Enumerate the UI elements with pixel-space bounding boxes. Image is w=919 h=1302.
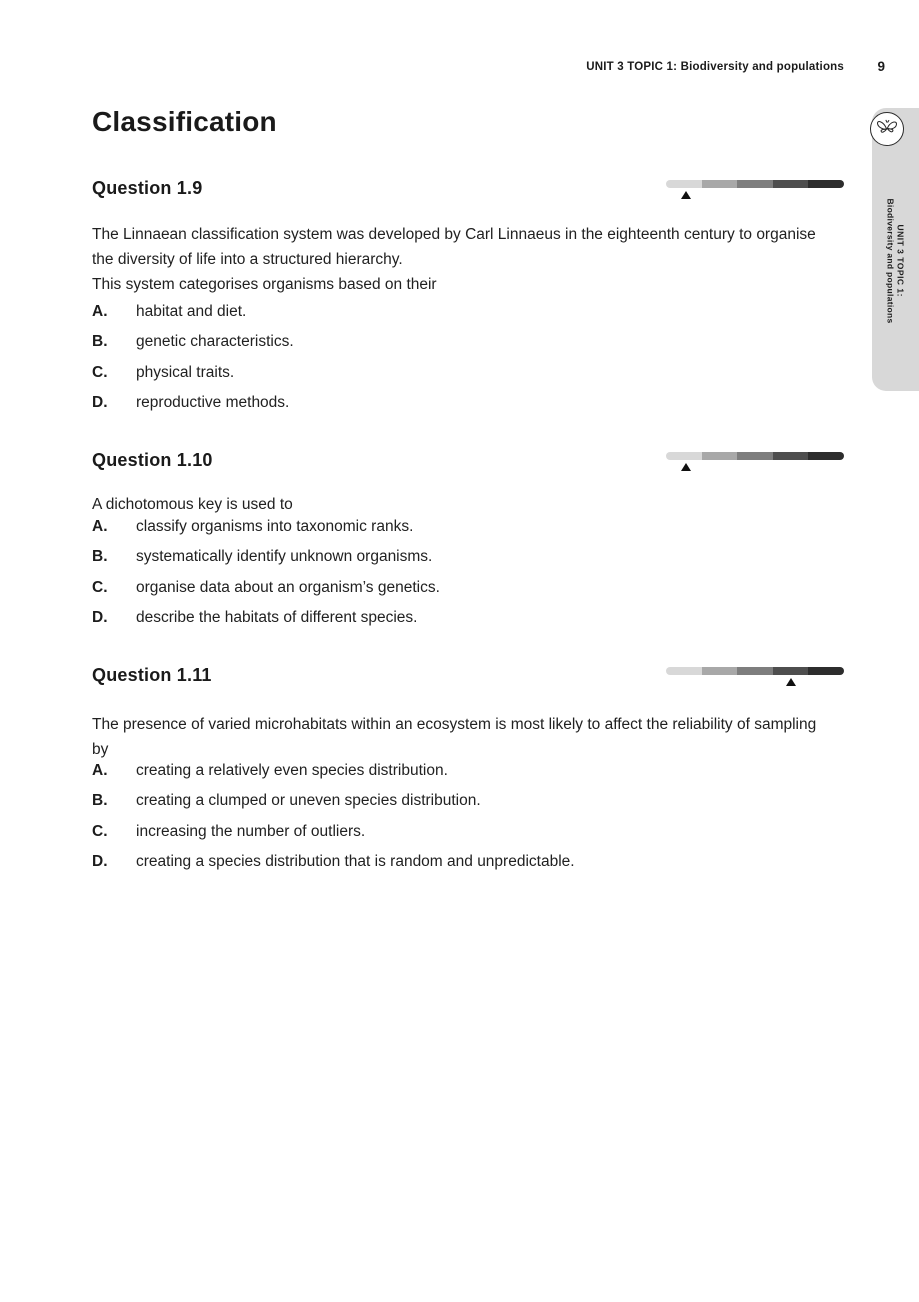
option-text: describe the habitats of different species. bbox=[136, 609, 418, 627]
question-1-10-section bbox=[92, 450, 844, 650]
option-letter: B. bbox=[92, 548, 108, 566]
chapter-tab bbox=[872, 108, 919, 391]
difficulty-bar-segments bbox=[666, 452, 844, 460]
option-letter: D. bbox=[92, 394, 108, 412]
option-row-b bbox=[92, 548, 844, 578]
option-row-d bbox=[92, 853, 844, 883]
option-text: creating a relatively even species distribution. bbox=[136, 762, 448, 779]
option-text: classify organisms into taxonomic ranks. bbox=[136, 518, 414, 535]
difficulty-bar bbox=[666, 452, 844, 460]
difficulty-marker-icon bbox=[681, 463, 691, 471]
option-letter: B. bbox=[92, 792, 108, 810]
question-heading: Question 1.10 bbox=[92, 450, 213, 470]
option-text: creating a species distribution that is random and unpredictable. bbox=[136, 853, 575, 871]
option-letter: C. bbox=[92, 578, 108, 596]
option-letter: B. bbox=[92, 333, 108, 351]
chapter-tab-line2: Biodiversity and populations bbox=[885, 198, 896, 324]
difficulty-marker-icon bbox=[786, 678, 796, 686]
question-paragraph: This system categorises organisms based on their bbox=[92, 276, 437, 293]
option-text: habitat and diet. bbox=[136, 303, 247, 320]
option-row-b bbox=[92, 792, 844, 822]
difficulty-bar-segments bbox=[666, 667, 844, 675]
option-text: genetic characteristics. bbox=[136, 333, 294, 351]
options-list bbox=[92, 518, 844, 640]
difficulty-bar-segments bbox=[666, 180, 844, 188]
difficulty-bar bbox=[666, 180, 844, 188]
option-text: systematically identify unknown organisms. bbox=[136, 548, 433, 566]
option-row-c bbox=[92, 364, 844, 394]
option-row-d bbox=[92, 394, 844, 424]
option-row-c bbox=[92, 579, 844, 609]
question-paragraph: The presence of varied microhabitats within an ecosystem is most likely to affect the reliability of sampling by bbox=[92, 716, 817, 758]
option-text: creating a clumped or uneven species distribution. bbox=[136, 792, 481, 810]
chapter-tab-label bbox=[886, 198, 906, 323]
option-row-a bbox=[92, 303, 844, 333]
option-text: increasing the number of outliers. bbox=[136, 822, 366, 840]
option-row-a bbox=[92, 518, 844, 548]
difficulty-marker-icon bbox=[681, 191, 691, 199]
running-header: UNIT 3 TOPIC 1: Biodiversity and populations bbox=[586, 61, 844, 73]
option-letter: A. bbox=[92, 303, 108, 320]
butterfly-icon bbox=[874, 114, 900, 145]
option-letter: C. bbox=[92, 363, 108, 381]
options-list bbox=[92, 762, 844, 884]
chapter-tab-line1: UNIT 3 TOPIC 1: bbox=[895, 224, 906, 298]
option-row-d bbox=[92, 609, 844, 639]
option-text: reproductive methods. bbox=[136, 394, 290, 412]
question-heading: Question 1.9 bbox=[92, 178, 203, 198]
option-row-b bbox=[92, 333, 844, 363]
option-letter: A. bbox=[92, 762, 108, 779]
question-1-11-section bbox=[92, 665, 844, 895]
question-paragraph: The Linnaean classification system was developed by Carl Linnaeus in the eighteenth century to organise the diversity of life into a structured hierarchy. bbox=[92, 226, 816, 268]
option-text: organise data about an organism’s genetics. bbox=[136, 578, 440, 596]
question-heading: Question 1.11 bbox=[92, 665, 212, 685]
option-row-a bbox=[92, 762, 844, 792]
option-row-c bbox=[92, 823, 844, 853]
page-title: Classification bbox=[92, 106, 277, 137]
question-paragraph: A dichotomous key is used to bbox=[92, 496, 293, 513]
option-letter: A. bbox=[92, 518, 108, 535]
option-letter: D. bbox=[92, 609, 108, 627]
chapter-badge bbox=[870, 112, 904, 146]
difficulty-bar bbox=[666, 667, 844, 675]
option-text: physical traits. bbox=[136, 363, 235, 381]
page-number: 9 bbox=[877, 59, 885, 74]
question-1-9-section bbox=[92, 178, 844, 428]
option-letter: C. bbox=[92, 822, 108, 840]
options-list bbox=[92, 303, 844, 425]
option-letter: D. bbox=[92, 853, 108, 871]
